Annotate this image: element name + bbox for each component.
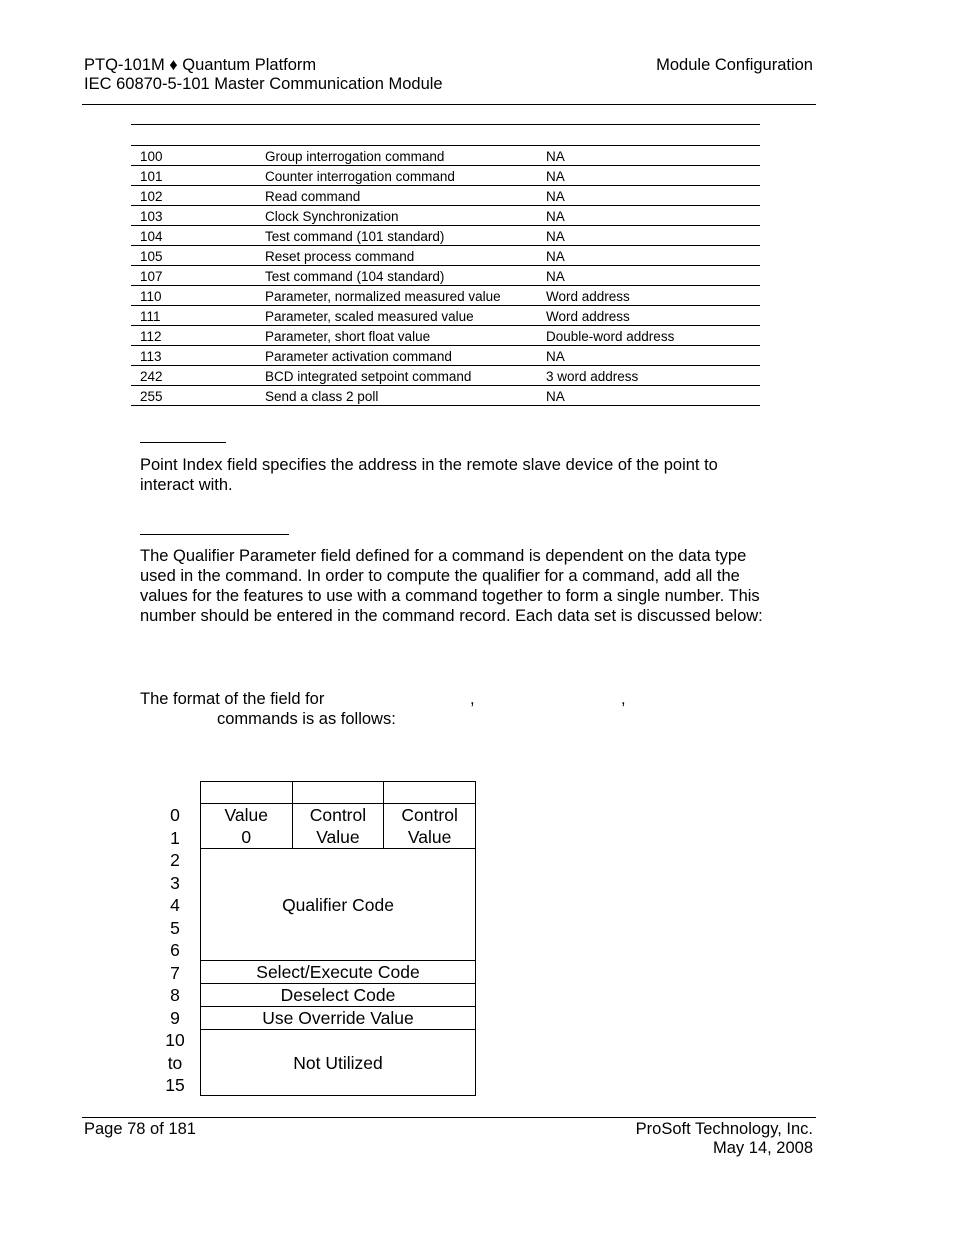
footer-rule [82, 1117, 816, 1118]
bit-number: 2 [170, 850, 180, 870]
description-cell: Reset process command [256, 246, 537, 266]
type-code-cell: 105 [131, 246, 256, 266]
description-cell: Clock Synchronization [256, 206, 537, 226]
page-header-title [84, 56, 443, 94]
table-row [131, 326, 760, 346]
table-header-row [131, 125, 760, 146]
type-code-cell: 103 [131, 206, 256, 226]
bit-number: 3 [170, 872, 180, 893]
not-utilized-row [201, 1030, 476, 1096]
description-cell: Parameter, normalized measured value [256, 286, 537, 306]
page-number: Page 78 of 181 [84, 1120, 196, 1138]
type-code-cell: 104 [131, 226, 256, 246]
address-cell: NA [537, 206, 760, 226]
select-execute-row [201, 961, 476, 984]
description-cell: Counter interrogation command [256, 166, 537, 186]
bit-number: 5 [170, 917, 180, 938]
product-description: IEC 60870-5-101 Master Communication Module [84, 75, 443, 93]
bit-number: 15 [165, 1075, 185, 1095]
value-cell: Value 0 [201, 804, 293, 849]
use-override-cell: Use Override Value [201, 1007, 476, 1030]
address-cell: 3 word address [537, 366, 760, 386]
product-name: PTQ-101M ♦ Quantum Platform [84, 56, 317, 74]
description-cell: Test command (104 standard) [256, 266, 537, 286]
qualifier-code-cell: Qualifier Code [201, 849, 476, 961]
bit-table-row-0-1 [201, 804, 476, 849]
table-row [131, 186, 760, 206]
control-value-cell-2: Control Value [384, 804, 476, 849]
format-comma-2: , [621, 690, 626, 708]
qualifier-bit-table [200, 781, 476, 1096]
publish-date: May 14, 2008 [713, 1139, 813, 1157]
table-row [131, 166, 760, 186]
description-cell: Parameter, short float value [256, 326, 537, 346]
address-cell: NA [537, 226, 760, 246]
address-cell: NA [537, 246, 760, 266]
qualifier-code-row [201, 849, 476, 961]
bit-number: 0 [170, 805, 180, 825]
command-type-table [131, 124, 760, 406]
description-cell: Send a class 2 poll [256, 386, 537, 406]
table-row [131, 246, 760, 266]
type-code-cell: 255 [131, 386, 256, 406]
company-name: ProSoft Technology, Inc. [635, 1120, 813, 1138]
bit-number: 7 [170, 962, 180, 983]
type-code-cell: 112 [131, 326, 256, 346]
qualifier-heading [140, 534, 289, 535]
address-cell: NA [537, 146, 760, 166]
description-cell: Parameter activation command [256, 346, 537, 366]
address-cell: Word address [537, 306, 760, 326]
type-code-cell: 107 [131, 266, 256, 286]
description-cell: Test command (101 standard) [256, 226, 537, 246]
deselect-row [201, 984, 476, 1007]
table-row [131, 266, 760, 286]
type-code-cell: 242 [131, 366, 256, 386]
type-code-cell: 111 [131, 306, 256, 326]
address-cell: Double-word address [537, 326, 760, 346]
bit-number: 10 [165, 1030, 185, 1050]
table-row [131, 146, 760, 166]
point-index-heading [140, 442, 226, 443]
address-cell: NA [537, 266, 760, 286]
header-rule [82, 104, 816, 105]
address-cell: NA [537, 166, 760, 186]
deselect-cell: Deselect Code [201, 984, 476, 1007]
table-row [131, 366, 760, 386]
table-row [131, 286, 760, 306]
format-comma-1: , [470, 690, 475, 708]
table-row [131, 346, 760, 366]
bit-number: 6 [170, 940, 180, 960]
format-line-1: The format of the field for [140, 690, 325, 708]
type-code-cell: 113 [131, 346, 256, 366]
address-cell: NA [537, 186, 760, 206]
address-cell: Word address [537, 286, 760, 306]
bit-number-column [160, 804, 190, 1097]
control-value-cell-1: Control Value [292, 804, 384, 849]
description-cell: BCD integrated setpoint command [256, 366, 537, 386]
use-override-row [201, 1007, 476, 1030]
format-line-2: commands is as follows: [217, 710, 396, 728]
bit-number: 9 [170, 1007, 180, 1028]
bit-table-header-row [201, 782, 476, 804]
bit-number: to [167, 1052, 183, 1073]
qualifier-paragraph: The Qualifier Parameter field defined for a command is dependent on the data type used in the command. In order to compute the qualifier for a command, add all the values for the features to use with a command together to form a single number. This number should be entered in the command record. Each data set is discussed below: [140, 547, 763, 625]
bit-number: 8 [170, 985, 180, 1005]
address-cell: NA [537, 386, 760, 406]
type-code-cell: 100 [131, 146, 256, 166]
description-cell: Group interrogation command [256, 146, 537, 166]
description-cell: Read command [256, 186, 537, 206]
bit-number: 1 [170, 827, 180, 848]
footer-right [636, 1120, 813, 1158]
point-index-paragraph: Point Index field specifies the address in the remote slave device of the point to interact with. [140, 456, 718, 494]
type-code-cell: 110 [131, 286, 256, 306]
select-execute-cell: Select/Execute Code [201, 961, 476, 984]
description-cell: Parameter, scaled measured value [256, 306, 537, 326]
bit-number: 4 [170, 895, 180, 915]
not-utilized-cell: Not Utilized [201, 1030, 476, 1096]
table-row [131, 226, 760, 246]
type-code-cell: 102 [131, 186, 256, 206]
table-row [131, 206, 760, 226]
table-row [131, 306, 760, 326]
table-row [131, 386, 760, 406]
type-code-cell: 101 [131, 166, 256, 186]
section-name: Module Configuration [656, 56, 813, 74]
address-cell: NA [537, 346, 760, 366]
